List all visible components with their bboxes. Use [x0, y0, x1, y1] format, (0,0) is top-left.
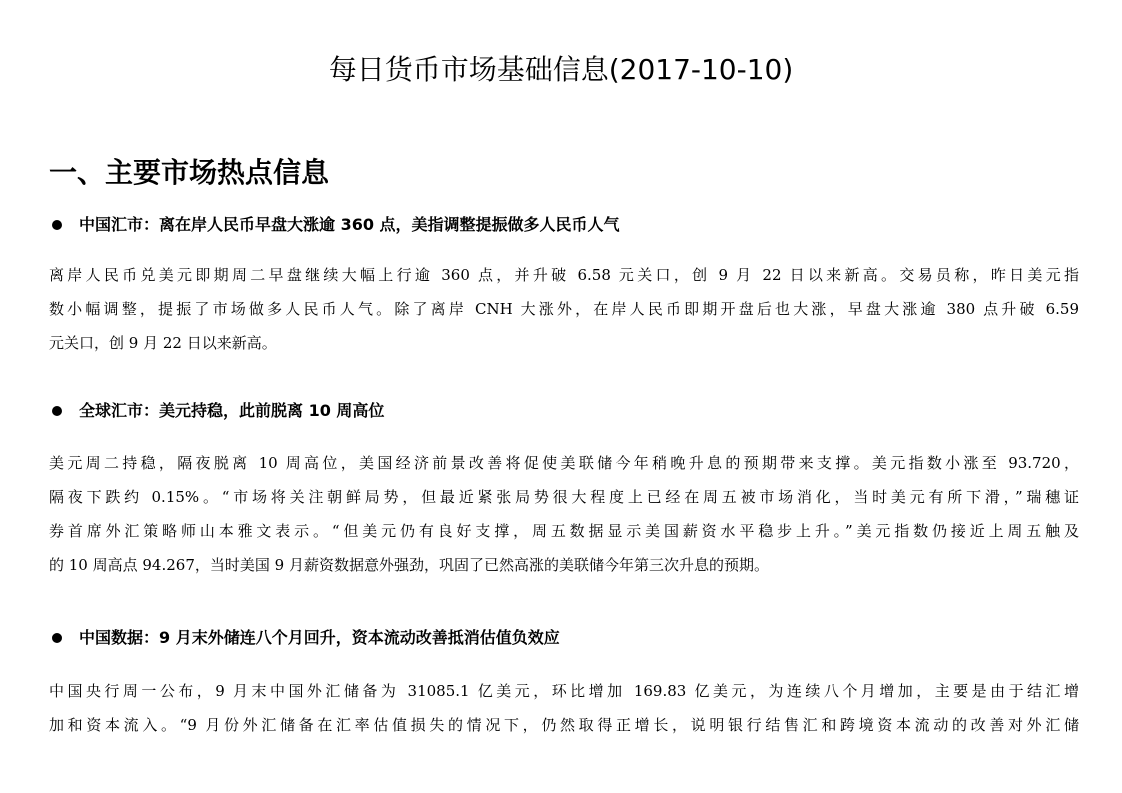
paragraph-line: 加和资本流入。“9 月份外汇储备在汇率估值损失的情况下，仍然取得正增长，说明银行结售汇和跨境资本流动的改善对外汇储 — [49, 716, 1079, 734]
paragraph-line: 中国央行周一公布，9 月末中国外汇储备为 31085.1 亿美元，环比增加 169.83 亿美元，为连续八个月增加，主要是由于结汇增 — [49, 682, 1079, 700]
document-title: 每日货币市场基础信息(2017-10-10) — [328, 53, 794, 86]
paragraph-line: 的 10 周高点 94.267，当时美国 9 月薪资数据意外强劲，巩固了已然高涨的美联储今年第三次升息的预期。 — [49, 556, 769, 574]
paragraph-china-data — [49, 674, 1079, 742]
paragraph-global-fx — [49, 446, 1079, 582]
bullet-heading-china-fx — [50, 213, 620, 237]
paragraph-line: 美元周二持稳，隔夜脱离 10 周高位，美国经济前景改善将促使美联储今年稍晚升息的预期带来支撑。美元指数小涨至 93.720， — [49, 454, 1079, 472]
bullet-icon — [52, 220, 62, 230]
bullet-heading-global-fx — [50, 399, 384, 423]
bullet-heading-china-data — [50, 626, 560, 650]
bullet-heading-text: 中国数据：9 月末外储连八个月回升，资本流动改善抵消估值负效应 — [79, 628, 560, 647]
paragraph-line: 离岸人民币兑美元即期周二早盘继续大幅上行逾 360 点，并升破 6.58 元关口，创 9 月 22 日以来新高。交易员称，昨日美元指 — [49, 266, 1079, 284]
bullet-icon — [52, 633, 62, 643]
paragraph-china-fx — [49, 258, 1079, 360]
paragraph-line: 元关口，创 9 月 22 日以来新高。 — [49, 334, 277, 352]
bullet-heading-text: 中国汇市：离在岸人民币早盘大涨逾 360 点，美指调整提振做多人民币人气 — [79, 215, 620, 234]
paragraph-line: 券首席外汇策略师山本雅文表示。“但美元仍有良好支撑，周五数据显示美国薪资水平稳步上升。”美元指数仍接近上周五触及 — [49, 522, 1079, 540]
paragraph-line: 隔夜下跌约 0.15%。“市场将关注朝鲜局势，但最近紧张局势很大程度上已经在周五被市场消化，当时美元有所下滑，”瑞穗证 — [49, 488, 1079, 506]
bullet-icon — [52, 406, 62, 416]
section-heading: 一、主要市场热点信息 — [49, 156, 330, 189]
paragraph-line: 数小幅调整，提振了市场做多人民币人气。除了离岸 CNH 大涨外，在岸人民币即期开盘后也大涨，早盘大涨逾 380 点升破 6.59 — [49, 300, 1079, 318]
bullet-heading-text: 全球汇市：美元持稳，此前脱离 10 周高位 — [79, 401, 385, 420]
